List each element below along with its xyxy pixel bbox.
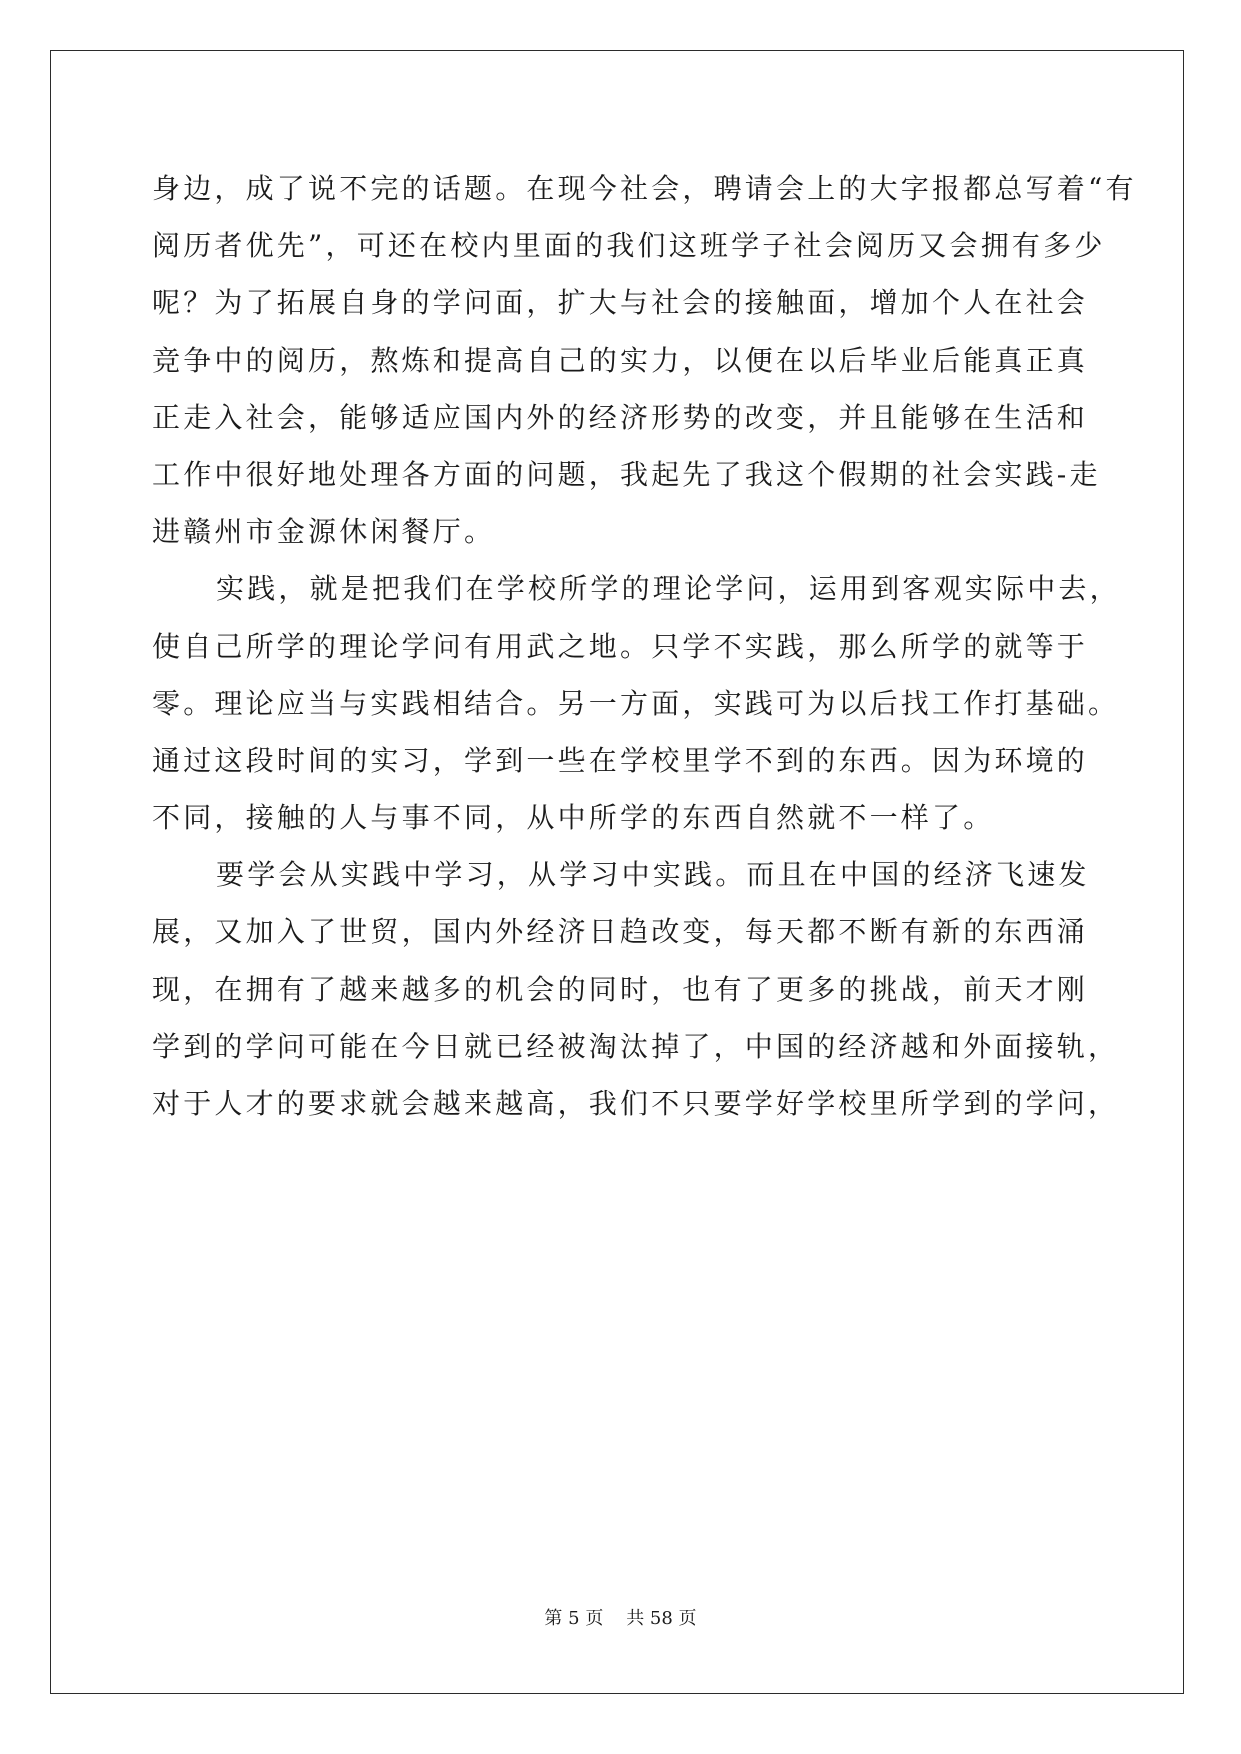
text-line: 对于人才的要求就会越来越高，我们不只要学好学校里所学到的学问， bbox=[152, 1087, 1120, 1120]
page-number-footer: 第 5 页 共 58 页 bbox=[544, 1608, 697, 1629]
text-line: 阅历者优先”，可还在校内里面的我们这班学子社会阅历又会拥有多少 bbox=[152, 229, 1106, 263]
text-line: 呢？为了拓展自身的学问面，扩大与社会的接触面，增加个人在社会 bbox=[152, 286, 1089, 320]
text-line: 进赣州市金源休闲餐厅。 bbox=[152, 515, 496, 549]
text-line: 使自己所学的理论学问有用武之地。只学不实践，那么所学的就等于 bbox=[152, 629, 1089, 663]
text-line: 不同，接触的人与事不同，从中所学的东西自然就不一样了。 bbox=[152, 801, 995, 835]
text-line: 要学会从实践中学习，从学习中实践。而且在中国的经济飞速发 bbox=[216, 858, 1090, 892]
text-line: 展，又加入了世贸，国内外经济日趋改变，每天都不断有新的东西涌 bbox=[152, 915, 1089, 949]
text-line: 现，在拥有了越来越多的机会的同时，也有了更多的挑战，前天才刚 bbox=[152, 972, 1089, 1006]
text-line: 实践，就是把我们在学校所学的理论学问，运用到客观实际中去， bbox=[216, 572, 1121, 606]
text-line: 身边，成了说不完的话题。在现今社会，聘请会上的大字报都总写着“有 bbox=[152, 172, 1137, 205]
text-line: 零。理论应当与实践相结合。另一方面，实践可为以后找工作打基础。 bbox=[152, 686, 1120, 720]
text-line: 竞争中的阅历，熬炼和提高自己的实力，以便在以后毕业后能真正真 bbox=[152, 343, 1089, 377]
text-line: 通过这段时间的实习，学到一些在学校里学不到的东西。因为环境的 bbox=[152, 743, 1089, 777]
document-body bbox=[152, 160, 1137, 1132]
text-line: 工作中很好地处理各方面的问题，我起先了我这个假期的社会实践-走 bbox=[152, 457, 1101, 491]
text-line: 正走入社会，能够适应国内外的经济形势的改变，并且能够在生活和 bbox=[152, 400, 1089, 434]
text-line: 学到的学问可能在今日就已经被淘汰掉了，中国的经济越和外面接轨， bbox=[152, 1029, 1120, 1063]
